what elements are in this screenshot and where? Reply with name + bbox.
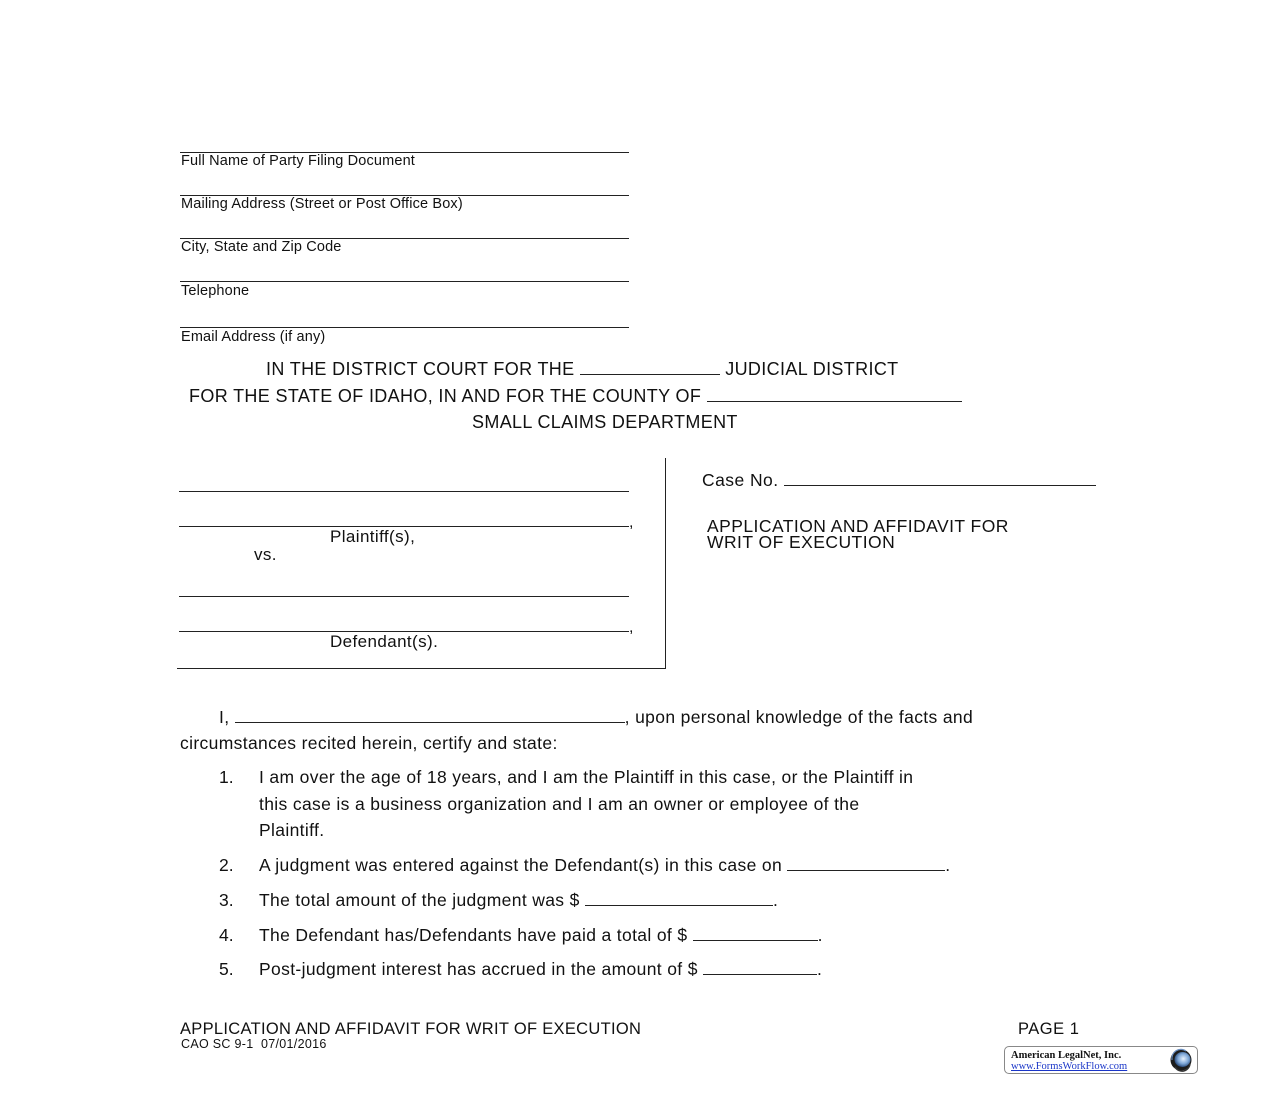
item-4-label: The Defendant has/Defendants have paid a total of $: [259, 925, 688, 945]
plaintiff-label: Plaintiff(s),: [330, 527, 416, 546]
affiant-name-blank[interactable]: [235, 708, 625, 723]
telephone-line[interactable]: [180, 281, 629, 282]
caption-vertical-divider: [665, 458, 666, 669]
judicial-district-blank[interactable]: [580, 360, 720, 375]
county-blank[interactable]: [707, 387, 962, 402]
item-1-line-3: Plaintiff.: [259, 820, 325, 840]
footer-form-code: CAO SC 9-1 07/01/2016: [181, 1037, 327, 1051]
plaintiff-name-line-1[interactable]: [179, 491, 629, 492]
item-5-label: Post-judgment interest has accrued in the amount of $: [259, 959, 698, 979]
mailing-address-label: Mailing Address (Street or Post Office Box): [181, 196, 463, 212]
item-1-line-2: this case is a business organization and I am an owner or employee of the: [259, 794, 860, 814]
small-claims-department: SMALL CLAIMS DEPARTMENT: [472, 412, 738, 432]
intro-suffix: , upon personal knowledge of the facts and: [624, 707, 974, 727]
intro-prefix: I,: [219, 707, 230, 727]
item-5-period: .: [817, 959, 823, 979]
case-number-blank[interactable]: [784, 472, 1096, 486]
email-label: Email Address (if any): [181, 329, 326, 345]
intro-line-1: [219, 707, 973, 727]
item-3-period: .: [772, 890, 779, 910]
judgment-date-blank[interactable]: [787, 856, 945, 871]
interest-amount-blank[interactable]: [703, 960, 817, 975]
item-1-line-1: I am over the age of 18 years, and I am the Plaintiff in this case, or the Plaintiff in: [259, 767, 914, 787]
globe-swirl-logo-icon: [1168, 1048, 1194, 1072]
telephone-label: Telephone: [181, 283, 250, 299]
defendant-name-line-1[interactable]: [179, 596, 629, 597]
plaintiff-comma: ,: [629, 514, 634, 531]
county-prefix: FOR THE STATE OF IDAHO, IN AND FOR THE COUNTY OF: [189, 386, 702, 406]
item-4-text: [259, 925, 823, 945]
item-2-number: 2.: [219, 855, 234, 875]
item-3-number: 3.: [219, 890, 234, 910]
item-2-text: [259, 855, 950, 875]
page-number: PAGE 1: [1018, 1020, 1080, 1038]
case-number-label: Case No.: [702, 470, 779, 490]
email-line[interactable]: [180, 327, 629, 328]
item-3-label: The total amount of the judgment was $: [259, 890, 580, 910]
court-heading-prefix: IN THE DISTRICT COURT FOR THE: [266, 359, 575, 379]
item-2-period: .: [945, 855, 951, 875]
case-number-row: [702, 472, 1096, 489]
caption-bottom-divider: [177, 668, 666, 669]
intro-line-2: circumstances recited herein, certify and state:: [180, 733, 558, 753]
item-4-number: 4.: [219, 925, 234, 945]
item-2-label: A judgment was entered against the Defendant(s) in this case on: [259, 855, 783, 875]
full-name-label: Full Name of Party Filing Document: [181, 153, 415, 169]
item-3-text: [259, 890, 778, 910]
item-5-text: [259, 959, 822, 979]
item-1-number: 1.: [219, 767, 234, 787]
court-heading-suffix: JUDICIAL DISTRICT: [725, 359, 899, 379]
item-5-number: 5.: [219, 959, 234, 979]
court-heading-line-1: [266, 359, 899, 379]
document-title-line-2: WRIT OF EXECUTION: [707, 532, 896, 552]
badge-company-name: American LegalNet, Inc.: [1011, 1050, 1122, 1061]
document-title-line-1: APPLICATION AND AFFIDAVIT FOR: [707, 516, 1009, 536]
defendant-label: Defendant(s).: [330, 632, 439, 651]
footer-document-title: APPLICATION AND AFFIDAVIT FOR WRIT OF EXECUTION: [180, 1020, 642, 1038]
city-state-zip-label: City, State and Zip Code: [181, 239, 342, 255]
badge-url-link[interactable]: www.FormsWorkFlow.com: [1011, 1061, 1128, 1072]
item-4-period: .: [817, 925, 823, 945]
versus-label: vs.: [254, 545, 277, 564]
amount-paid-blank[interactable]: [693, 926, 818, 941]
american-legalnet-badge[interactable]: [1004, 1046, 1198, 1074]
judgment-amount-blank[interactable]: [585, 891, 773, 906]
court-heading-line-2: [189, 386, 962, 406]
defendant-comma: ,: [629, 619, 634, 636]
